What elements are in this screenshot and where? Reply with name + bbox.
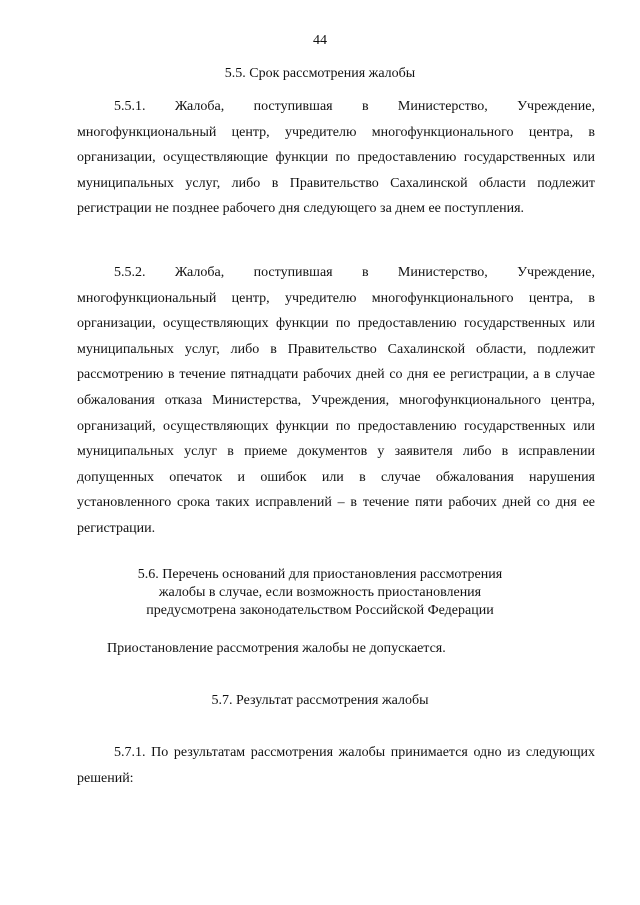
- paragraph-5-5-1: 5.5.1. Жалоба, поступившая в Министерство, Учреждение, многофункциональный центр, учредителю многофункционального центра, в организации, осуществляющие функции по предоставлению государственных или муниципальных услуг, либо в Правительство Сахалинской области подлежит регистрации не позднее рабочего дня следующего за днем ее поступления.: [77, 99, 595, 217]
- section-5-6-heading-line-2: жалобы в случае, если возможность приостановления: [158, 585, 482, 600]
- paragraph-5-5-2: 5.5.2. Жалоба, поступившая в Министерство, Учреждение, многофункциональный центр, учредителю многофункционального центра, в организации, осуществляющих функции по предоставлению государственных или муниципальных услуг, либо в Правительство Сахалинской области, подлежит рассмотрению в течение пятнадцати рабочих дней со дня ее регистрации, а в случае обжалования отказа Министерства, Учреждения, многофункционального центра, организаций, осуществляющих функции по предоставлению государственных или муниципальных услуг в приеме документов у заявителя либо в исправлении допущенных опечаток и ошибок или в случае обжалования нарушения установленного срока таких исправлений – в течение пяти рабочих дней со дня ее регистрации.: [77, 265, 595, 536]
- section-5-6-heading: [0, 566, 640, 620]
- section-5-6-heading-line-1: 5.6. Перечень оснований для приостановления рассмотрения: [137, 567, 503, 582]
- paragraph-5-6-body: Приостановление рассмотрения жалобы не допускается.: [107, 641, 446, 656]
- page-number: 44: [313, 33, 327, 48]
- section-5-5-heading: 5.5. Срок рассмотрения жалобы: [224, 66, 416, 81]
- paragraph-5-7-1: 5.7.1. По результатам рассмотрения жалобы принимается одно из следующих решений:: [77, 745, 595, 786]
- section-5-7-heading: 5.7. Результат рассмотрения жалобы: [211, 693, 429, 708]
- section-5-6-heading-line-3: предусмотрена законодательством Российской Федерации: [146, 603, 494, 618]
